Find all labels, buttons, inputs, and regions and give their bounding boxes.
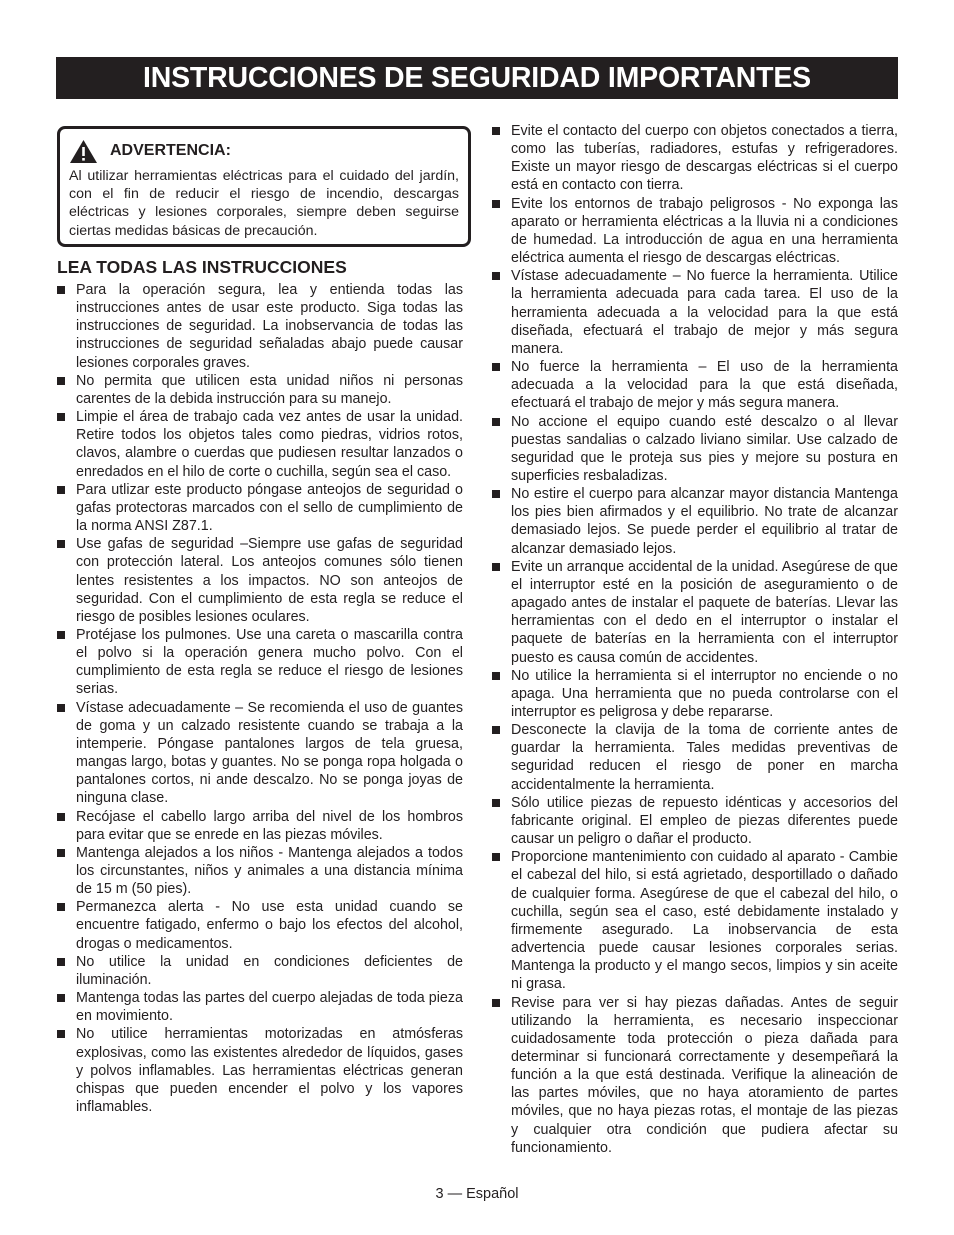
list-item-text: Protéjase los pulmones. Use una careta o mascarilla contra el polvo si la operación genera mucho polvo. Con el cumplimiento de esta regla se reduce el riesgo de lesiones serias. — [76, 626, 463, 698]
list-item — [57, 535, 463, 626]
list-item-text: No permita que utilicen esta unidad niños ni personas carentes de la debida instrucción para su manejo. — [76, 372, 463, 407]
square-bullet-icon — [57, 486, 65, 494]
square-bullet-icon — [492, 726, 500, 734]
warning-triangle-icon — [69, 139, 98, 164]
list-item-text: No utilice herramientas motorizadas en atmósferas explosivas, como las existentes alrededor de líquidos, gases y polvos inflamables. Las herramientas eléctricas generan chispas que pueden encender el polvo y los vapores inflamables. — [76, 1026, 463, 1116]
square-bullet-icon — [57, 377, 65, 385]
list-item — [492, 485, 898, 558]
list-item — [492, 794, 898, 848]
list-item — [57, 808, 463, 844]
list-item-text: Evite los entornos de trabajo peligrosos - No exponga las aparato or herramienta eléctricas a la lluvia ni a condiciones de humedad. La introducción de agua en una herramienta eléctrica aumenta el riesgo de descargas eléctricas. — [511, 195, 898, 267]
list-item-text: No utilice la herramienta si el interruptor no enciende o no apaga. Una herramienta que no pueda controlarse con el interruptor es peligrosa y debe repararse. — [511, 667, 898, 720]
square-bullet-icon — [492, 853, 500, 861]
square-bullet-icon — [57, 540, 65, 548]
warning-header — [69, 138, 459, 164]
square-bullet-icon — [57, 849, 65, 857]
warning-heading: ADVERTENCIA: — [110, 142, 231, 159]
square-bullet-icon — [492, 999, 500, 1007]
list-item-text: Permanezca alerta - No use esta unidad cuando se encuentre fatigado, enfermo o bajo los efectos del alcohol, drogas o medicamentos. — [76, 899, 463, 952]
list-item-text: Use gafas de seguridad –Siempre use gafas de seguridad con protección lateral. Los anteojos comunes sólo tienen lentes resistentes a los impactos. NO son anteojos de seguridad. Con el cumplimiento de esta regla se reduce el riesgo de posibles lesiones oculares. — [76, 536, 463, 625]
section-title: LEA TODAS LAS INSTRUCCIONES — [57, 257, 347, 277]
list-item — [492, 122, 898, 195]
list-item — [57, 626, 463, 699]
list-item — [492, 558, 898, 667]
square-bullet-icon — [492, 490, 500, 498]
page-title: INSTRUCCIONES DE SEGURIDAD IMPORTANTES — [56, 57, 898, 99]
list-item-text: Evite el contacto del cuerpo con objetos conectados a tierra, como las tuberías, radiadores, estufas y refrigeradores. Existe un mayor riesgo de descargas eléctricas si el cuerpo está en contacto con tierra. — [511, 123, 898, 194]
list-item — [492, 195, 898, 268]
list-item — [57, 281, 463, 372]
warning-box — [57, 126, 471, 247]
square-bullet-icon — [492, 127, 500, 135]
list-item — [57, 699, 463, 808]
list-item-text: Evite un arranque accidental de la unidad. Asegúrese de que el interruptor esté en la posición de aseguramiento o de apagado antes de instalar el paquete de baterías. Llevar las herramientas con el dedo en el interruptor o instalar el paquete de baterías en la herramienta con el interruptor puesto es causa común de accidentes. — [511, 558, 898, 666]
square-bullet-icon — [57, 813, 65, 821]
list-item-text: Vístase adecuadamente – Se recomienda el uso de guantes de goma y un calzado resistente cuando se trabaja a la intemperie. Póngase pantalones largos de tela gruesa, mangas largo, botas y guantes. No se ponga ropa holgada o pantalones cortos, ni ande descalzo. No se ponga joyas de ninguna clase. — [76, 699, 463, 807]
list-item-text: Para utlizar este producto póngase anteojos de seguridad o gafas protectoras marcados con el sello de cumplimiento de la norma ANSI Z87.1. — [76, 481, 463, 535]
list-item-text: No utilice la unidad en condiciones deficientes de iluminación. — [76, 953, 463, 988]
list-item-text: Vístase adecuadamente – No fuerce la herramienta. Utilice la herramienta adecuada para cada tarea. El uso de la herramienta adecuada a la velocidad para la que está diseñada, efectuará el trabajo de mejor y más segura manera. — [511, 268, 898, 357]
list-item — [57, 953, 463, 989]
square-bullet-icon — [492, 418, 500, 426]
square-bullet-icon — [57, 958, 65, 966]
square-bullet-icon — [492, 200, 500, 208]
list-item — [57, 989, 463, 1025]
square-bullet-icon — [57, 286, 65, 294]
square-bullet-icon — [492, 363, 500, 371]
list-item-text: No accione el equipo cuando esté descalzo o al llevar puestas sandalias o calzado liviano similar. Use calzado de seguridad que le proteja sus pies y mejore su postura en superficies resbaladizas. — [511, 413, 898, 484]
list-item — [492, 994, 898, 1157]
list-item — [492, 848, 898, 993]
list-item-text: Proporcione mantenimiento con cuidado al aparato - Cambie el cabezal del hilo, si está agrietado, desportillado o dañado de cualquier forma. Asegúrese de que el cabezal del hilo, o cuchilla, según sea el caso, esté debidamente instalado y firmemente asegurado. La inobservancia de esta advertencia puede causar lesiones corporales serias. Mantenga la producto y el mango secos, limpios y sin aceite ni grasa. — [511, 849, 898, 993]
list-item — [492, 667, 898, 721]
list-item-text: No estire el cuerpo para alcanzar mayor distancia Mantenga los pies bien afirmados y el equilibrio. No trate de alcanzar demasiado lejos. Se puede perder el equilibrio al tratar de alcanzar demasiado lejos. — [511, 486, 898, 557]
square-bullet-icon — [492, 799, 500, 807]
square-bullet-icon — [492, 672, 500, 680]
page-footer: 3 — Español — [435, 1186, 519, 1202]
warning-text: Al utilizar herramientas eléctricas para el cuidado del jardín, con el fin de reducir el riesgo de incendio, descargas eléctricas y lesiones corporales, siempre deben seguirse ciertas medidas básicas de precaución. — [69, 168, 459, 239]
list-item-text: Sólo utilice piezas de repuesto idénticas y accesorios del fabricante original. El empleo de piezas diferentes puede causar un peligro o dañar el producto. — [511, 794, 898, 848]
square-bullet-icon — [57, 631, 65, 639]
square-bullet-icon — [57, 994, 65, 1002]
square-bullet-icon — [492, 272, 500, 280]
right-instructions-list — [492, 122, 898, 1157]
list-item-text: Recójase el cabello largo arriba del nivel de los hombros para evitar que se enrede en las piezas móviles. — [76, 808, 463, 843]
list-item — [492, 267, 898, 358]
list-item — [57, 408, 463, 481]
list-item-text: No fuerce la herramienta – El uso de la herramienta adecuada a la velocidad para la que está diseñada, efectuará el trabajo de mejor y más segura manera. — [511, 359, 898, 412]
list-item-text: Para la operación segura, lea y entienda todas las instrucciones antes de usar este producto. Siga todas las instrucciones de seguridad. La inobservancia de todas las instrucciones de seguridad señaladas abajo puede causar lesiones corporales graves. — [76, 282, 463, 371]
square-bullet-icon — [492, 563, 500, 571]
square-bullet-icon — [57, 903, 65, 911]
list-item — [57, 898, 463, 952]
left-instructions-list — [57, 281, 463, 1116]
list-item-text: Mantenga alejados a los niños - Mantenga alejados a todos los circunstantes, niños y animales a una distancia mínima de 15 m (50 pies). — [76, 844, 463, 898]
list-item-text: Desconecte la clavija de la toma de corriente antes de guardar la herramienta. Tales medidas preventivas de seguridad reducen el riesgo de poner en marcha accidentalmente la herramienta. — [511, 722, 898, 793]
list-item — [492, 358, 898, 412]
list-item — [57, 372, 463, 408]
square-bullet-icon — [57, 704, 65, 712]
list-item-text: Limpie el área de trabajo cada vez antes de usar la unidad. Retire todos los objetos tales como piedras, vidrios rotos, clavos, alambre o cuerdas que pudiesen resultar lanzados o enredados en el hilo de corte o cuchilla, según sea el caso. — [76, 409, 463, 480]
list-item-text: Revise para ver si hay piezas dañadas. Antes de seguir utilizando la herramienta, es necesario inspeccionar cuidadosamente toda protección o pieza dañada para determinar si funcionará correctamente y desempeñará la función a la que está destinada. Verifique la alineación de las partes móviles, que no haya atoramiento de partes móviles, que no haya piezas rotas, el montaje de las piezas y cualquier otra condición que pudiera afectar su funcionamiento. — [511, 994, 898, 1156]
square-bullet-icon — [57, 1030, 65, 1038]
list-item — [492, 721, 898, 794]
list-item — [57, 1025, 463, 1116]
list-item — [57, 481, 463, 535]
list-item — [492, 413, 898, 486]
list-item-text: Mantenga todas las partes del cuerpo alejadas de toda pieza en movimiento. — [76, 990, 463, 1025]
square-bullet-icon — [57, 413, 65, 421]
list-item — [57, 844, 463, 898]
